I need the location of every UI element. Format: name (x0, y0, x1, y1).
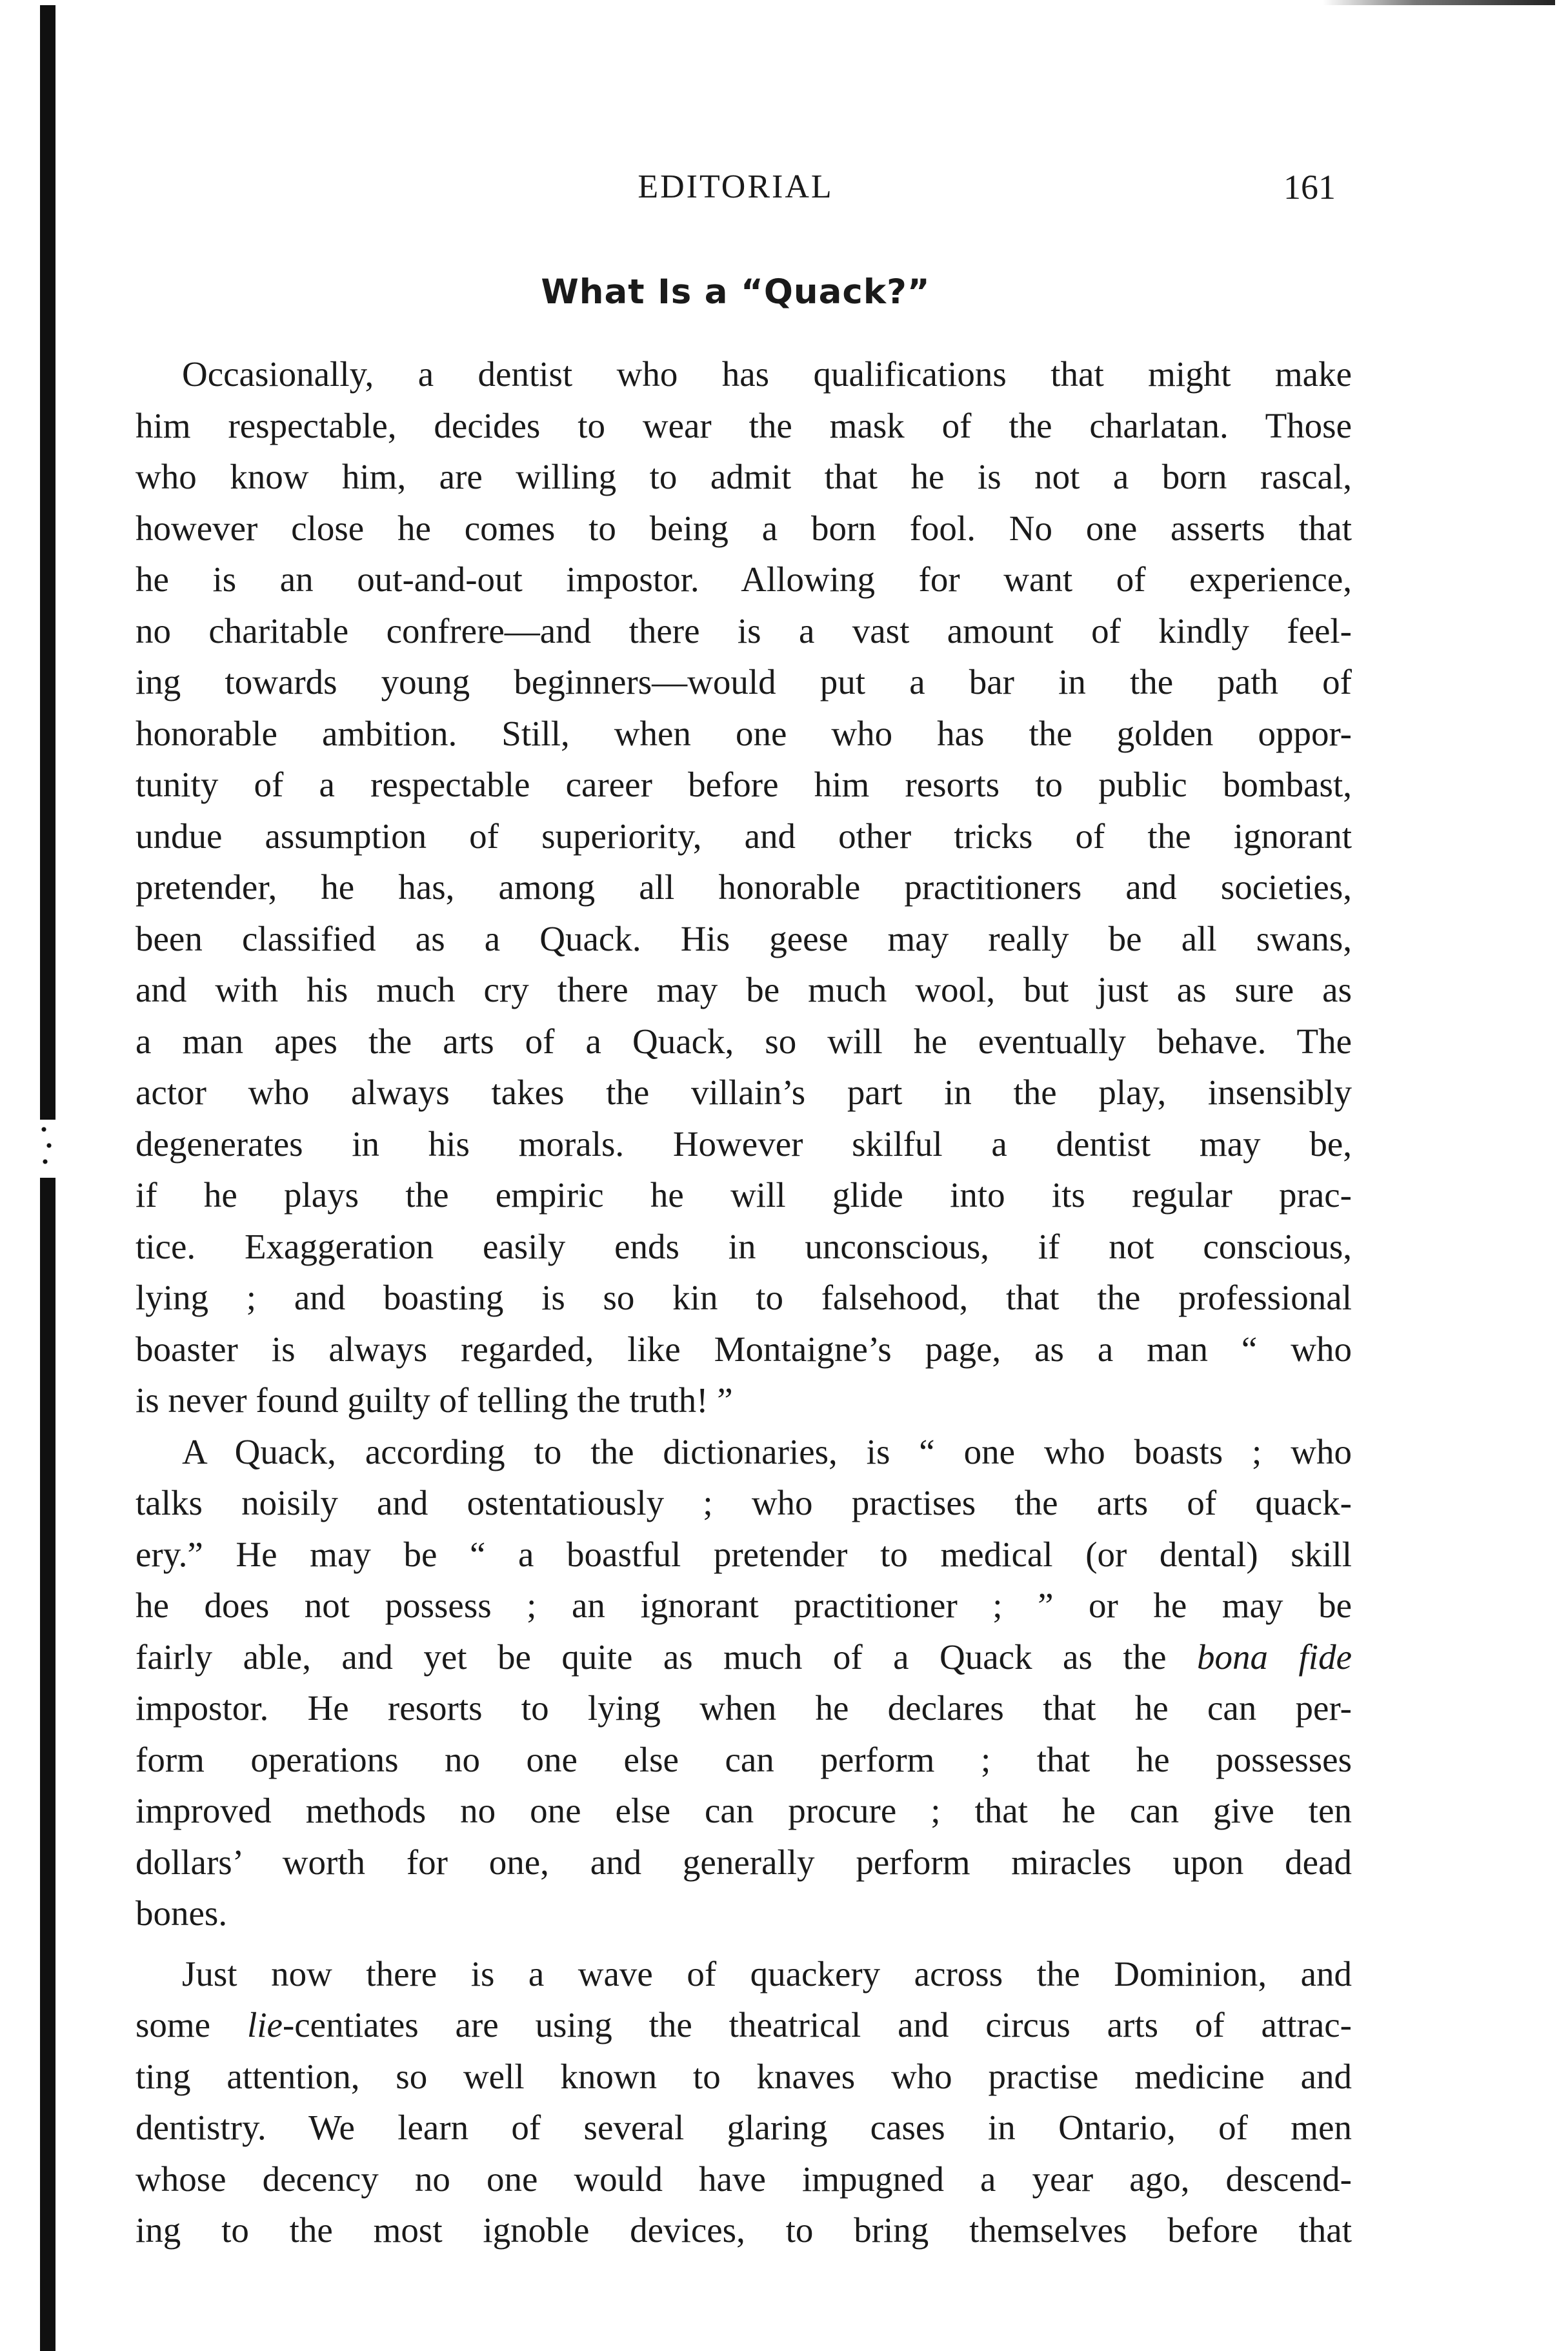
text-line: him respectable, decides to wear the mask of the charlatan. Those (136, 405, 1352, 445)
paragraph-1 (136, 348, 1352, 1426)
text-line: tunity of a respectable career before him resorts to public bombast, (136, 765, 1352, 804)
text-segment: fairly able, and yet be quite as much of a Quack as the (136, 1637, 1198, 1677)
text-line: ery.” He may be “ a boastful pretender to medical (or dental) skill (136, 1534, 1352, 1574)
paragraph-gap (136, 1939, 1352, 1948)
article-title: What Is a “Quack?” (541, 272, 930, 312)
text-line: degenerates in his morals. However skilful a dentist may be, (136, 1124, 1352, 1164)
text-line-with-italic (136, 1631, 1352, 1683)
text-line: improved methods no one else can procure ; that he can give ten (136, 1791, 1352, 1830)
text-line: ing towards young beginners—would put a bar in the path of (136, 662, 1352, 701)
article-body (136, 348, 1352, 2256)
text-line: is never found guilty of telling the truth! ” (136, 1380, 733, 1420)
text-line: Just now there is a wave of quackery across the Dominion, and (182, 1953, 1352, 1993)
paragraph-3 (136, 1948, 1352, 2256)
running-head: EDITORIAL (638, 168, 834, 205)
text-line: pretender, he has, among all honorable practitioners and societies, (136, 867, 1352, 907)
text-line: form operations no one else can perform ; that he possesses (136, 1739, 1352, 1779)
paragraph-2 (136, 1426, 1352, 1939)
text-line: dollars’ worth for one, and generally perform miracles upon dead (136, 1842, 1352, 1882)
text-line: honorable ambition. Still, when one who has the golden oppor- (136, 713, 1352, 753)
text-line: ing to the most ignoble devices, to bring themselves before that (136, 2210, 1352, 2250)
text-line: however close he comes to being a born fool. No one asserts that (136, 508, 1352, 548)
text-line: A Quack, according to the dictionaries, is “ one who boasts ; who (182, 1431, 1352, 1471)
text-line: a man apes the arts of a Quack, so will he eventually behave. The (136, 1021, 1352, 1061)
page-header (136, 165, 1336, 210)
text-line: impostor. He resorts to lying when he declares that he can per- (136, 1688, 1352, 1728)
text-line: tice. Exaggeration easily ends in unconscious, if not conscious, (136, 1226, 1352, 1266)
text-line: who know him, are willing to admit that he is not a born rascal, (136, 457, 1352, 496)
italic-word: lie (246, 2005, 283, 2044)
text-line: talks noisily and ostentatiously ; who practises the arts of quack- (136, 1483, 1352, 1522)
text-line: dentistry. We learn of several glaring cases in Ontario, of men (136, 2108, 1352, 2147)
text-line: boaster is always regarded, like Montaigne’s page, as a man “ who (136, 1329, 1352, 1369)
text-line: he does not possess ; an ignorant practitioner ; ” or he may be (136, 1586, 1352, 1625)
binding-specks (40, 1116, 54, 1181)
page-number: 161 (1283, 168, 1336, 207)
text-segment: -centiates are using the theatrical and circus arts of attrac- (282, 2005, 1352, 2044)
text-line: Occasionally, a dentist who has qualifications that might make (182, 354, 1352, 394)
text-line: ting attention, so well known to knaves who practise medicine and (136, 2056, 1352, 2096)
text-line: and with his much cry there may be much wool, but just as sure as (136, 970, 1352, 1009)
italic-phrase: bona fide (1197, 1637, 1352, 1677)
text-line: bones. (136, 1893, 228, 1933)
text-line: undue assumption of superiority, and other tricks of the ignorant (136, 816, 1352, 856)
text-line-with-italic (136, 1999, 1352, 2051)
text-line: lying ; and boasting is so kin to falsehood, that the professional (136, 1278, 1352, 1317)
text-line: whose decency no one would have impugned a year ago, descend- (136, 2159, 1352, 2199)
text-line: been classified as a Quack. His geese may really be all swans, (136, 918, 1352, 958)
text-line: he is an out-and-out impostor. Allowing for want of experience, (136, 560, 1352, 599)
text-line: actor who always takes the villain’s part in the play, insensibly (136, 1073, 1352, 1112)
text-line: if he plays the empiric he will glide into its regular prac- (136, 1175, 1352, 1215)
top-edge-rule (1323, 0, 1555, 5)
text-segment: some (136, 2005, 247, 2044)
text-line: no charitable confrere—and there is a vast amount of kindly feel- (136, 610, 1352, 651)
